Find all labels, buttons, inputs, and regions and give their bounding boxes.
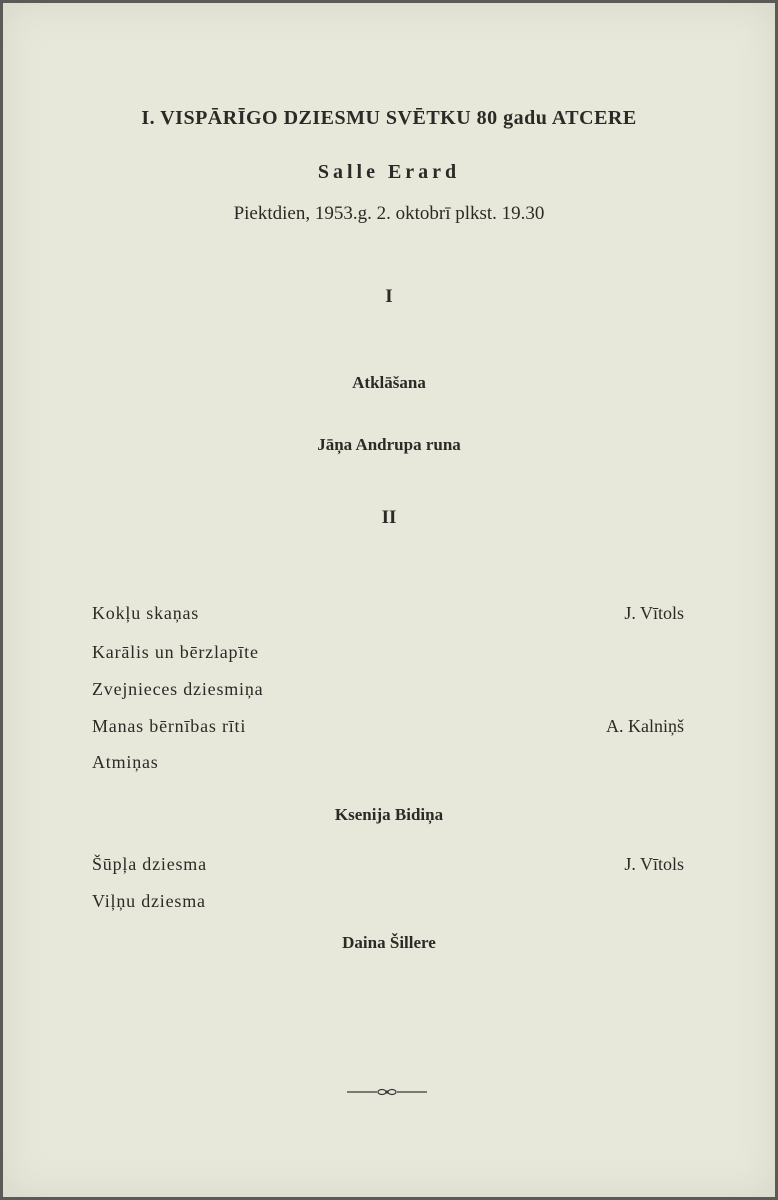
song-title: Zvejnieces dziesmiņa bbox=[92, 679, 264, 699]
program-title: I. VISPĀRĪGO DZIESMU SVĒTKU 80 gadu ATCERE bbox=[141, 107, 637, 129]
song-title: Manas bērnības rīti bbox=[92, 716, 247, 736]
composer: J. Vītols bbox=[624, 854, 684, 874]
song-title: Kokļu skaņas bbox=[92, 603, 200, 623]
composer: J. Vītols bbox=[624, 603, 684, 623]
song-title: Atmiņas bbox=[92, 752, 159, 772]
performer-name: Ksenija Bidiņa bbox=[334, 805, 444, 824]
venue: Salle Erard bbox=[317, 161, 461, 183]
event-date: Piektdien, 1953.g. 2. oktobrī plkst. 19.30 bbox=[233, 203, 545, 224]
part-1-heading: I bbox=[385, 286, 393, 307]
speech-item: Jāņa Andrupa runa bbox=[317, 435, 461, 454]
composer: A. Kalniņš bbox=[606, 716, 684, 736]
song-title: Karālis un bērzlapīte bbox=[92, 642, 259, 662]
flourish-divider-icon bbox=[347, 1085, 427, 1099]
performer-name: Daina Šillere bbox=[342, 933, 436, 952]
part-2-heading: II bbox=[381, 507, 397, 528]
program-page bbox=[3, 3, 775, 1197]
song-title: Viļņu dziesma bbox=[92, 891, 206, 911]
opening-item: Atklāšana bbox=[352, 373, 426, 392]
song-title: Šūpļa dziesma bbox=[92, 854, 207, 874]
